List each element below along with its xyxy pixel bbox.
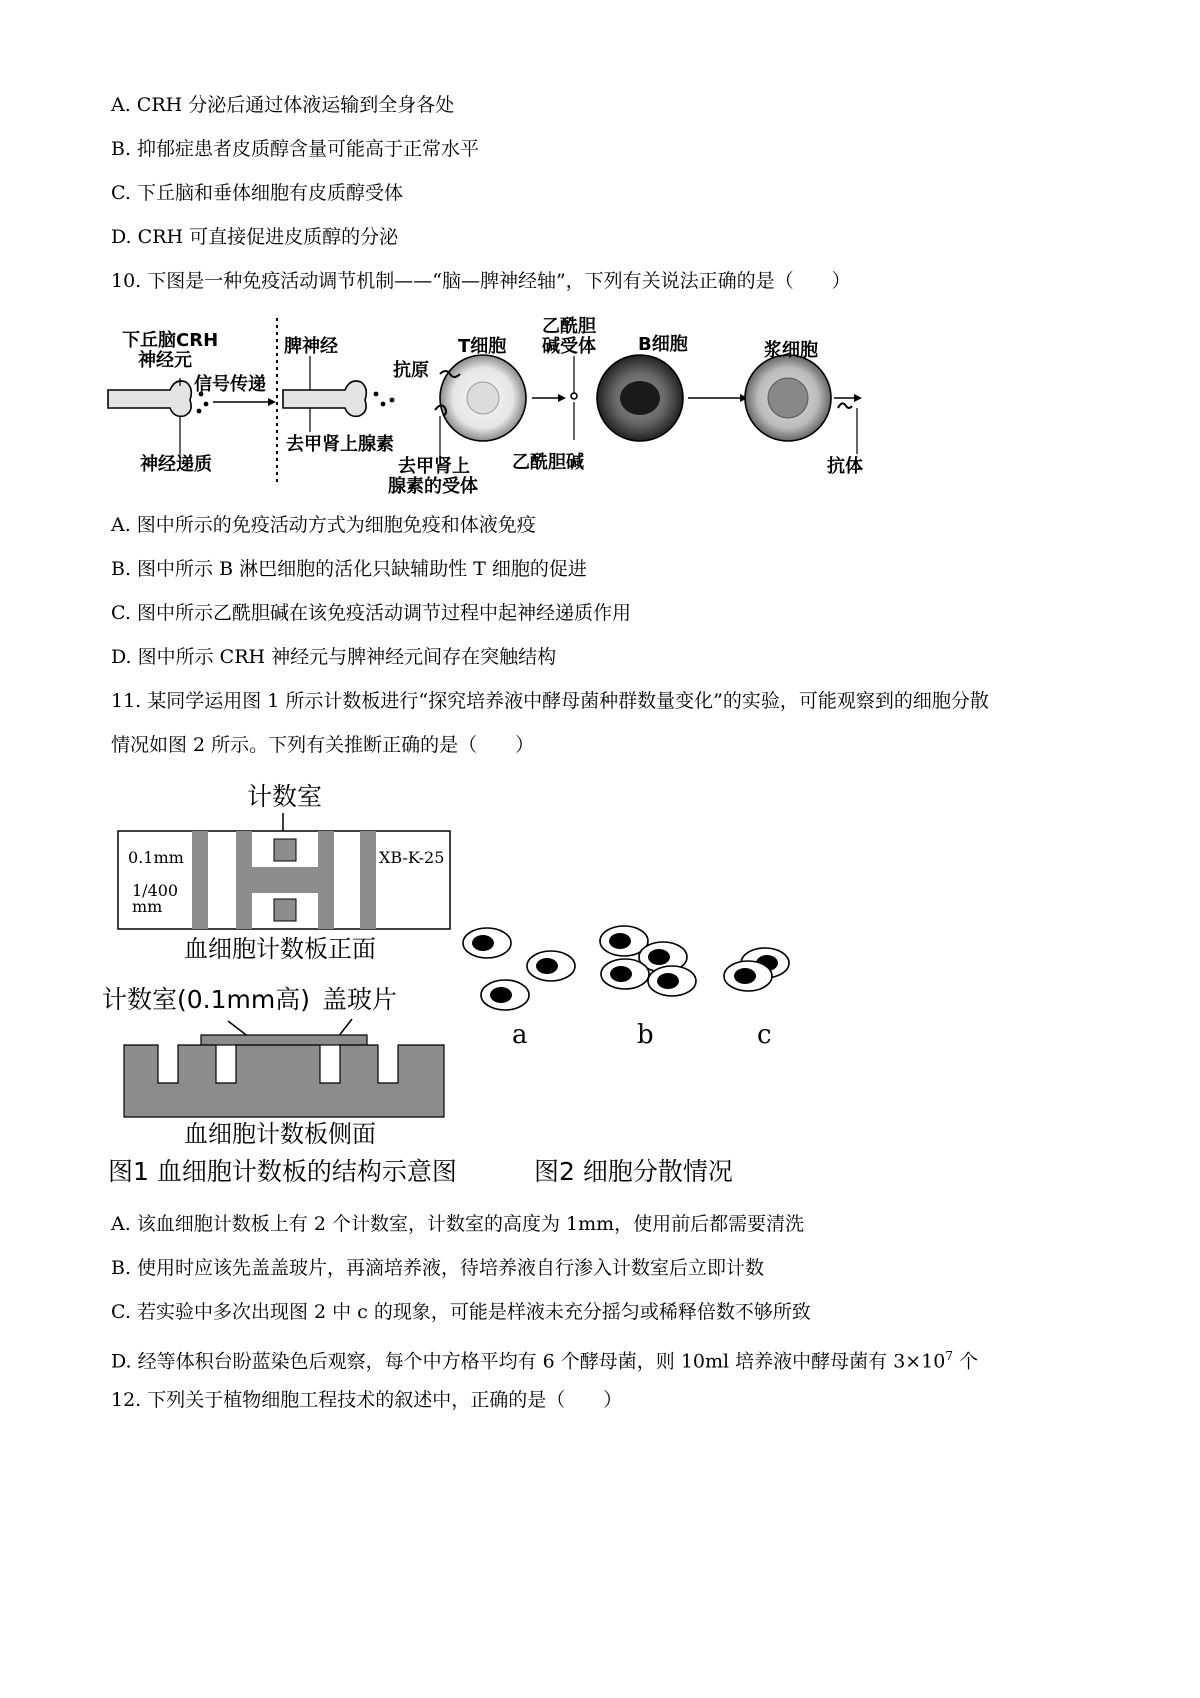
splenic-nerve-label: 脾神经 [284, 336, 338, 357]
brain-spleen-axis-figure [100, 312, 880, 497]
neurotransmitter-label: 神经递质 [140, 454, 212, 475]
b-cell-label: B细胞 [638, 334, 688, 355]
front-caption: 血细胞计数板正面 [184, 935, 376, 963]
cell-group-b [600, 926, 696, 996]
cell-label-b: b [637, 1020, 654, 1050]
q10-stem: 10. 下图是一种免疫活动调节机制——“脑—脾神经轴”，下列有关说法正确的是（ ） [111, 270, 851, 292]
acetylcholine-label: 乙酰胆碱 [512, 452, 584, 473]
ne-receptor-label-2: 腺素的受体 [388, 476, 478, 497]
area-label-2: mm [132, 897, 163, 916]
q12-stem: 12. 下列关于植物细胞工程技术的叙述中，正确的是（ ） [111, 1389, 623, 1411]
q9-option-a: A. CRH 分泌后通过体液运输到全身各处 [111, 94, 455, 116]
model-label: XB-K-25 [379, 848, 445, 867]
ach-receptor-label-2: 碱受体 [542, 336, 596, 357]
figure-1-caption: 图1 血细胞计数板的结构示意图 [108, 1157, 457, 1186]
figure-2-caption: 图2 细胞分散情况 [534, 1157, 733, 1186]
cell-label-a: a [512, 1020, 528, 1050]
q10-option-c: C. 图中所示乙酰胆碱在该免疫活动调节过程中起神经递质作用 [111, 602, 631, 624]
q11-option-a: A. 该血细胞计数板上有 2 个计数室，计数室的高度为 1mm，使用前后都需要清洗 [111, 1213, 805, 1235]
chamber-label: 计数室 [247, 782, 323, 811]
q11-option-d-exponent: 7 [945, 1349, 954, 1363]
cell-label-c: c [757, 1020, 772, 1050]
q9-option-b: B. 抑郁症患者皮质醇含量可能高于正常水平 [111, 138, 480, 160]
side-caption: 血细胞计数板侧面 [184, 1120, 376, 1148]
plasma-cell-label: 浆细胞 [764, 340, 818, 361]
signal-label: 信号传递 [194, 374, 266, 395]
q11-stem-line-2: 情况如图 2 所示。下列有关推断正确的是（ ） [111, 734, 535, 756]
q10-option-b: B. 图中所示 B 淋巴细胞的活化只缺辅助性 T 细胞的促进 [111, 558, 587, 580]
depth-label: 0.1mm [128, 848, 184, 867]
hypothalamus-label-1: 下丘脑CRH [122, 330, 219, 351]
antibody-label: 抗体 [827, 456, 863, 477]
counting-board-side [124, 1045, 444, 1117]
q9-option-c: C. 下丘脑和垂体细胞有皮质醇受体 [111, 182, 403, 204]
side-chamber-label: 计数室(0.1mm高) [102, 985, 310, 1014]
q11-option-d-text: D. 经等体积台盼蓝染色后观察，每个中方格平均有 6 个酵母菌，则 10ml 培养液中酵母菌有 3×10 [111, 1350, 946, 1373]
hypothalamus-label-2: 神经元 [138, 350, 192, 371]
q10-option-a: A. 图中所示的免疫活动方式为细胞免疫和体液免疫 [111, 514, 536, 536]
ne-receptor-label-1: 去甲肾上 [398, 456, 470, 477]
crh-neuron-axon [108, 381, 191, 416]
coverslip-label: 盖玻片 [322, 985, 398, 1014]
splenic-nerve-axon [283, 381, 366, 416]
antigen-label: 抗原 [393, 360, 429, 381]
q11-option-d-unit: 个 [953, 1350, 979, 1373]
q11-stem-line-1: 11. 某同学运用图 1 所示计数板进行“探究培养液中酵母菌种群数量变化”的实验，可能观察到的细胞分散 [111, 690, 989, 712]
hemocytometer-figure [100, 775, 820, 1195]
q9-option-d: D. CRH 可直接促进皮质醇的分泌 [111, 226, 399, 248]
area-label-1: 1/400 [132, 881, 179, 900]
q11-option-c: C. 若实验中多次出现图 2 中 c 的现象，可能是样液未充分摇匀或稀释倍数不够所致 [111, 1301, 811, 1323]
norepinephrine-label: 去甲肾上腺素 [286, 434, 394, 455]
cell-group-c [724, 948, 789, 991]
cell-group-a [463, 928, 575, 1010]
q10-option-d: D. 图中所示 CRH 神经元与脾神经元间存在突触结构 [111, 646, 557, 668]
coverslip [201, 1035, 367, 1045]
ach-receptor-label-1: 乙酰胆 [542, 316, 596, 337]
t-cell-label: T细胞 [458, 336, 507, 357]
q11-option-b: B. 使用时应该先盖盖玻片，再滴培养液，待培养液自行渗入计数室后立即计数 [111, 1257, 765, 1279]
q11-option-d [111, 1343, 978, 1374]
